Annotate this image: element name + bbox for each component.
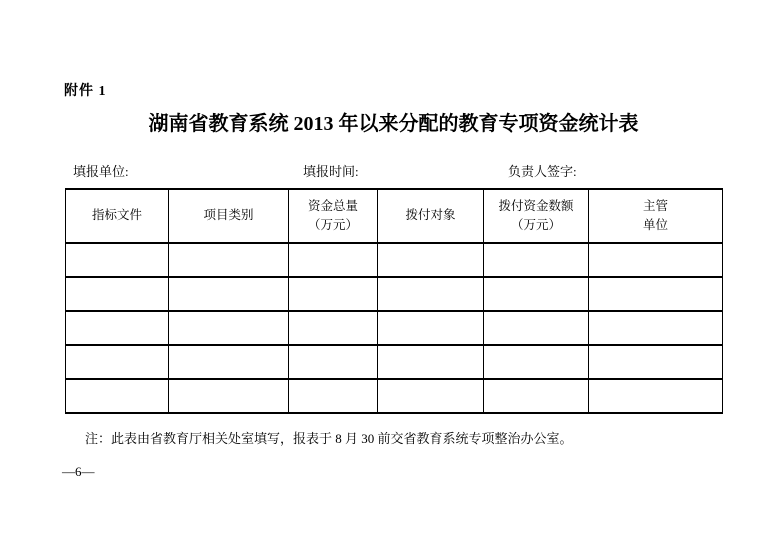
table-cell <box>66 311 169 345</box>
table-cell <box>589 379 723 413</box>
table-cell <box>378 311 484 345</box>
table-cell <box>289 379 378 413</box>
table-cell <box>378 277 484 311</box>
table-cell <box>289 277 378 311</box>
table-cell <box>484 379 589 413</box>
table-cell <box>589 345 723 379</box>
table-cell <box>66 277 169 311</box>
table-row <box>66 277 723 311</box>
table-cell <box>169 311 289 345</box>
table-cell <box>589 277 723 311</box>
table-cell <box>169 379 289 413</box>
reporting-time-label: 填报时间: <box>303 164 359 179</box>
table-cell <box>66 379 169 413</box>
table-cell <box>484 277 589 311</box>
column-header-6: 主管 单位 <box>589 189 723 243</box>
reporting-unit-label: 填报单位: <box>73 164 129 179</box>
table-cell <box>484 345 589 379</box>
funds-statistics-table <box>65 188 723 414</box>
table-cell <box>589 243 723 277</box>
table-cell <box>289 311 378 345</box>
table-header-row <box>66 189 723 243</box>
table-cell <box>169 243 289 277</box>
table-row <box>66 345 723 379</box>
table-cell <box>289 243 378 277</box>
attachment-label: 附件 1 <box>64 84 107 99</box>
footnote: 注：此表由省教育厅相关处室填写，报表于 8 月 30 前交省教育系统专项整治办公室。 <box>85 431 573 446</box>
table-cell <box>378 345 484 379</box>
table-cell <box>378 379 484 413</box>
responsible-signature-label: 负责人签字: <box>508 164 577 179</box>
page-number: —6— <box>62 464 95 479</box>
table-row <box>66 379 723 413</box>
column-header-3: 资金总量 （万元） <box>289 189 378 243</box>
column-header-5: 拨付资金数额 （万元） <box>484 189 589 243</box>
column-header-2: 项目类别 <box>169 189 289 243</box>
table-cell <box>289 345 378 379</box>
table-cell <box>169 277 289 311</box>
table-cell <box>589 311 723 345</box>
page-title: 湖南省教育系统 2013 年以来分配的教育专项资金统计表 <box>148 113 639 135</box>
table-cell <box>378 243 484 277</box>
table-cell <box>169 345 289 379</box>
table-row <box>66 311 723 345</box>
table-row <box>66 243 723 277</box>
table-cell <box>66 243 169 277</box>
table-cell <box>484 311 589 345</box>
table-cell <box>66 345 169 379</box>
column-header-4: 拨付对象 <box>378 189 484 243</box>
table-cell <box>484 243 589 277</box>
column-header-1: 指标文件 <box>66 189 169 243</box>
